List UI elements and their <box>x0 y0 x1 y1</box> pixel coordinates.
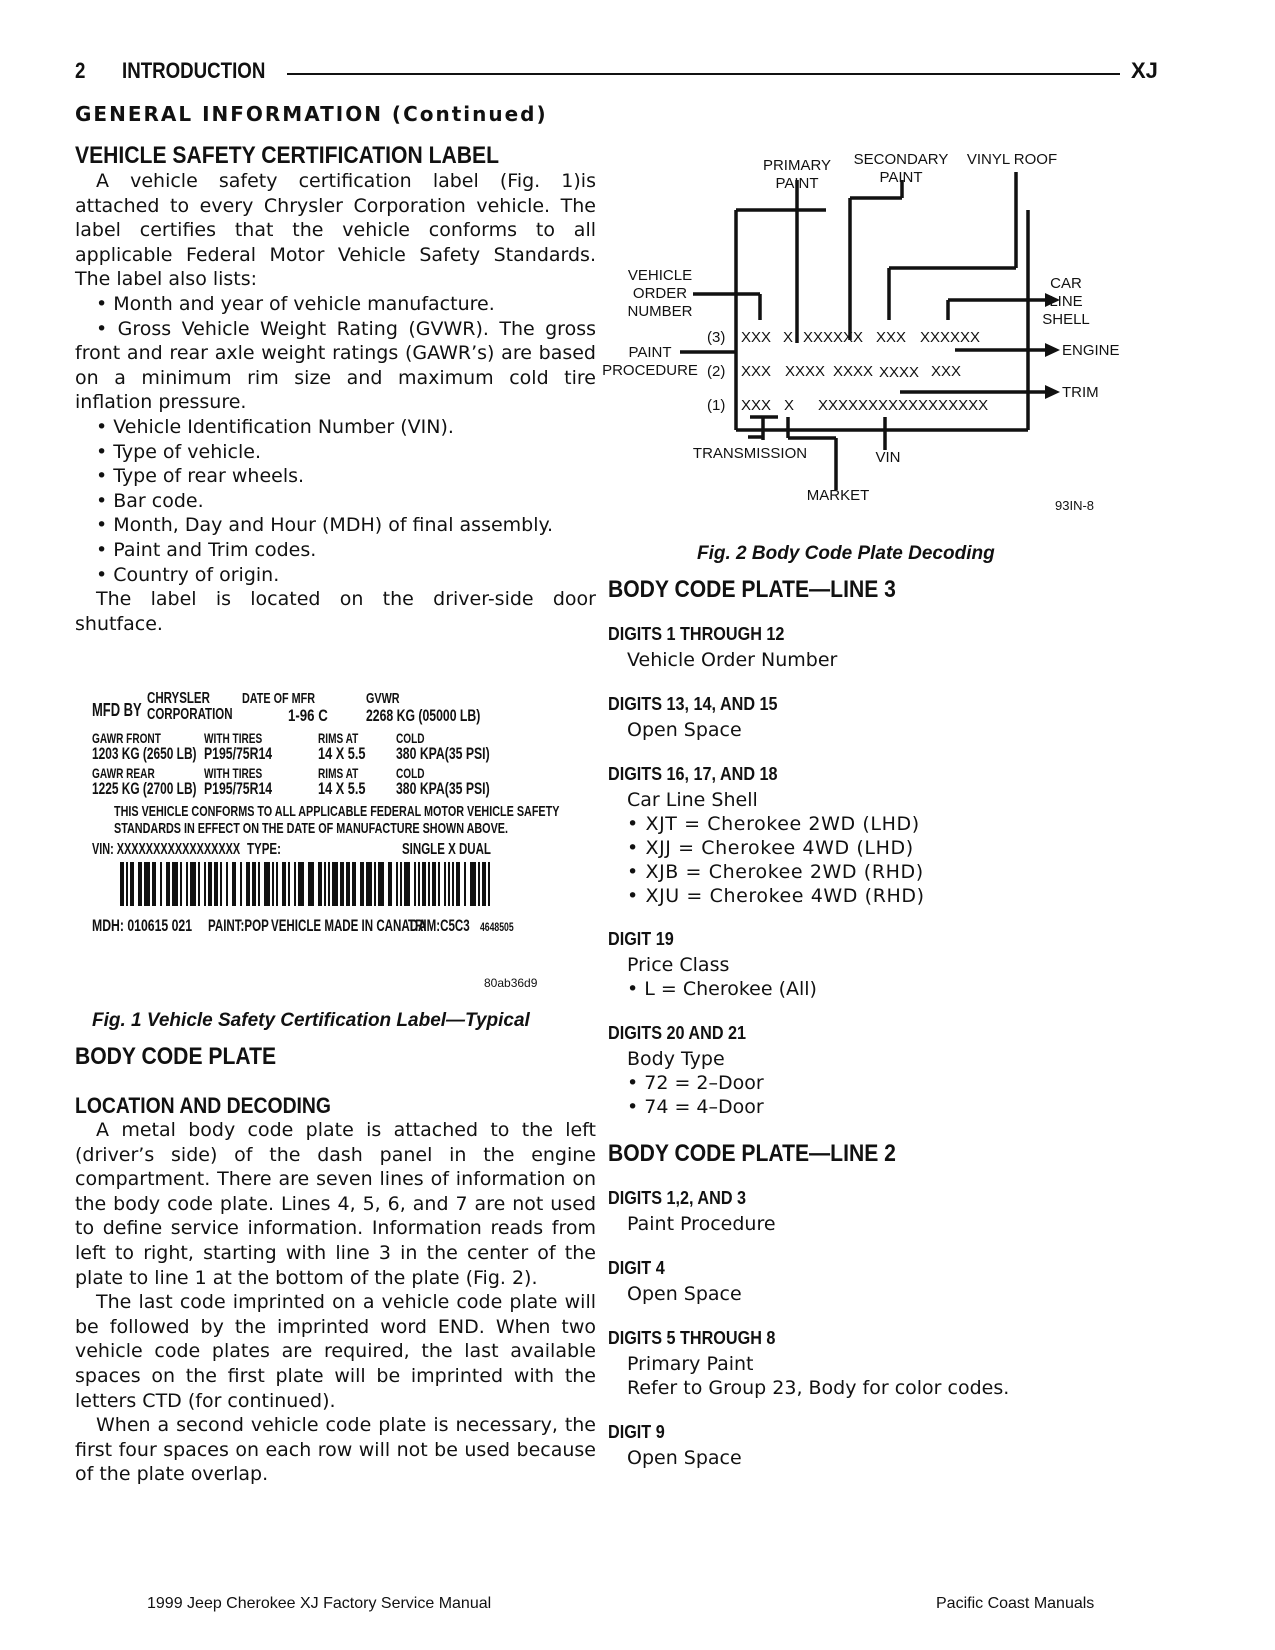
header-rule <box>287 73 1120 75</box>
conformance-line1: THIS VEHICLE CONFORMS TO ALL APPLICABLE FEDERAL MOTOR VEHICLE SAFETY <box>114 803 560 820</box>
safety-label-heading: VEHICLE SAFETY CERTIFICATION LABEL <box>75 142 499 169</box>
row2-code: XXXX <box>833 363 874 380</box>
rims-label: RIMS AT <box>318 730 359 746</box>
row2-code: XXXX <box>785 363 826 380</box>
type-label: TYPE: <box>247 841 281 858</box>
vehicle-order-label: VEHICLE <box>627 267 693 284</box>
barcode-bar <box>252 862 256 906</box>
barcode-bar <box>470 862 476 906</box>
digits-description: Vehicle Order Number <box>627 649 838 671</box>
barcode-bar <box>308 862 314 906</box>
barcode-bar <box>198 862 200 906</box>
market-label: MARKET <box>806 487 870 504</box>
tire-value: P195/75R14 <box>204 779 273 798</box>
part-number: 4648505 <box>480 920 514 934</box>
fig2-caption: Fig. 2 Body Code Plate Decoding <box>697 543 995 564</box>
digits-heading: DIGITS 20 AND 21 <box>608 1023 747 1043</box>
section-title: INTRODUCTION <box>122 58 266 83</box>
barcode-bar <box>264 862 270 906</box>
date-value: 1-96 C <box>288 706 328 725</box>
engine-arrow <box>1045 343 1060 357</box>
barcode-bar <box>352 862 356 906</box>
barcode-bar <box>418 862 420 906</box>
barcode-bar <box>448 862 450 906</box>
barcode-bar <box>130 862 134 906</box>
barcode-bar <box>288 862 290 906</box>
digits-description: Primary Paint <box>627 1353 754 1375</box>
barcode-bar <box>324 862 326 906</box>
barcode-bar <box>360 862 364 906</box>
row1-code: X <box>784 397 795 414</box>
list-item: • Vehicle Identification Number (VIN). <box>96 415 454 438</box>
barcode-bar <box>456 862 460 906</box>
primary-paint-label: PRIMARY <box>762 157 832 174</box>
list-item: • XJT = Cherokee 2WD (LHD) <box>627 813 920 835</box>
row3-code: XXXXXX <box>920 329 981 346</box>
barcode-bar <box>214 862 218 906</box>
list-item: • L = Cherokee (All) <box>627 978 817 1000</box>
list-item: • Gross Vehicle Weight Rating (GVWR). The gross front and rear axle weight ratings (GAWR’s) are based on a minimum rim size and maximum cold tire inflation pressure. <box>75 317 596 414</box>
trim-label: TRIM <box>1062 384 1099 401</box>
digits-heading: DIGITS 16, 17, AND 18 <box>608 764 778 784</box>
list-item: • XJJ = Cherokee 4WD (LHD) <box>627 837 914 859</box>
digits-description: Open Space <box>627 719 742 741</box>
tires-label: WITH TIRES <box>204 765 263 781</box>
barcode-bar <box>396 862 398 906</box>
paint-code: PAINT:POP <box>208 916 269 935</box>
row3-code: XXXXXX <box>803 329 864 346</box>
barcode-bar <box>478 862 480 906</box>
list-item: • Paint and Trim codes. <box>96 538 317 561</box>
footer-left: 1999 Jeep Cherokee XJ Factory Service Manual <box>147 1595 492 1612</box>
country-of-origin: VEHICLE MADE IN CANADA <box>271 916 427 935</box>
cold-label: COLD <box>396 765 425 781</box>
row3-number: (3) <box>707 329 726 346</box>
barcode-bar <box>240 862 242 906</box>
row2-code: XXX <box>741 363 772 380</box>
gawr-front-value: 1203 KG (2650 LB) <box>92 744 197 763</box>
row3-code: XXX <box>876 329 907 346</box>
digits-description: Paint Procedure <box>627 1213 776 1235</box>
row2-number: (2) <box>707 363 726 380</box>
rim-value: 14 X 5.5 <box>318 744 366 763</box>
digits-heading: DIGIT 4 <box>608 1258 665 1278</box>
tire-value: P195/75R14 <box>204 744 273 763</box>
row1-code: XXX <box>741 397 772 414</box>
transmission-label: TRANSMISSION <box>692 445 808 462</box>
gawr-rear-value: 1225 KG (2700 LB) <box>92 779 197 798</box>
barcode <box>120 862 492 906</box>
paragraph: A metal body code plate is attached to the left (driver’s side) of the dash panel in the engine compartment. There are seven lines of information on the body code plate. Lines 4, 5, 6, and 7 are not used to define service information. Information reads from left to right, starting with line 3 in the center of the plate to line 1 at the bottom of the plate (Fig. 2). <box>75 1119 596 1289</box>
safety-intro: A vehicle safety certification label (Fig. 1)is attached to every Chrysler Corporation vehicle. The label certifies that the vehicle conforms to all applicable Federal Motor Vehicle Safety Standards. The label also lists: <box>75 170 596 291</box>
barcode-bar <box>414 862 416 906</box>
barcode-bar <box>464 862 466 906</box>
mfd-by-label: MFD BY <box>92 700 142 720</box>
barcode-bar <box>294 862 296 906</box>
digits-description: Open Space <box>627 1283 742 1305</box>
barcode-bar <box>482 862 486 906</box>
barcode-bar <box>444 862 446 906</box>
conformance-line2: STANDARDS IN EFFECT ON THE DATE OF MANUFACTURE SHOWN ABOVE. <box>114 820 508 837</box>
barcode-bar <box>452 862 454 906</box>
certification-label-figure <box>92 688 560 990</box>
gvwr-value: 2268 KG (05000 LB) <box>366 706 481 725</box>
barcode-bar <box>138 862 142 906</box>
row1-code: XXXXXXXXXXXXXXXXX <box>818 397 989 414</box>
list-item: • Country of origin. <box>96 563 280 586</box>
barcode-bar <box>374 862 376 906</box>
paint-procedure-label: PAINT <box>628 344 672 361</box>
safety-location: The label is located on the driver-side door shutface. <box>75 588 596 635</box>
page-subheader: GENERAL INFORMATION (Continued) <box>75 102 548 126</box>
barcode-bar <box>318 862 322 906</box>
gawr-rear-label: GAWR REAR <box>92 765 155 781</box>
type-options: SINGLE X DUAL <box>402 841 491 858</box>
digits-description: Refer to Group 23, Body for color codes. <box>627 1377 1010 1399</box>
barcode-bar <box>404 862 410 906</box>
barcode-bar <box>282 862 286 906</box>
barcode-bar <box>186 862 188 906</box>
barcode-bar <box>180 862 182 906</box>
car-line-label: LINE <box>1049 293 1083 310</box>
barcode-bar <box>340 862 344 906</box>
barcode-bar <box>172 862 178 906</box>
digits-description: Car Line Shell <box>627 789 758 811</box>
car-line-label: CAR <box>1050 275 1082 292</box>
barcode-bar <box>160 862 162 906</box>
list-item: • 72 = 2–Door <box>627 1072 764 1094</box>
tires-label: WITH TIRES <box>204 730 263 746</box>
date-label: DATE OF MFR <box>242 690 315 707</box>
digits-heading: DIGITS 1,2, AND 3 <box>608 1188 747 1208</box>
digits-heading: DIGITS 5 THROUGH 8 <box>608 1328 776 1348</box>
body-code-plate-heading: BODY CODE PLATE <box>75 1043 277 1070</box>
barcode-bar <box>298 862 304 906</box>
barcode-bar <box>126 862 128 906</box>
manufacturer-line1: CHRYSLER <box>147 690 210 707</box>
barcode-bar <box>438 862 440 906</box>
barcode-bar <box>258 862 260 906</box>
paragraph: The last code imprinted on a vehicle code plate will be followed by the imprinted word END. When two vehicle code plates are required, the last available spaces on the first plate will be imprinted with the letters CTD (for continued). <box>75 1291 596 1412</box>
row2-code: XXXX <box>879 364 920 381</box>
figure-code: 93IN-8 <box>1055 498 1095 513</box>
barcode-bar <box>272 862 274 906</box>
model-code: XJ <box>1131 58 1158 83</box>
list-item: • Bar code. <box>96 489 204 512</box>
primary-paint-label: PAINT <box>775 175 819 192</box>
digits-description: Body Type <box>627 1048 725 1070</box>
barcode-bar <box>428 862 430 906</box>
paragraph: When a second vehicle code plate is necessary, the first four spaces on each row will not be used because of the plate overlap. <box>75 1414 596 1486</box>
vehicle-order-label: NUMBER <box>627 303 693 320</box>
line2-heading: BODY CODE PLATE—LINE 2 <box>608 1140 896 1167</box>
row3-code: X <box>783 329 794 346</box>
fig1-caption: Fig. 1 Vehicle Safety Certification Label—Typical <box>92 1010 530 1031</box>
digits-heading: DIGIT 19 <box>608 929 674 949</box>
barcode-bar <box>388 862 392 906</box>
rim-value: 14 X 5.5 <box>318 779 366 798</box>
barcode-bar <box>204 862 206 906</box>
car-line-label: SHELL <box>1042 311 1090 328</box>
barcode-bar <box>422 862 426 906</box>
body-code-plate-diagram <box>600 140 1160 530</box>
manufacturer-line2: CORPORATION <box>147 706 233 723</box>
paint-procedure-label: PROCEDURE <box>602 362 698 379</box>
barcode-bar <box>328 862 330 906</box>
gvwr-label: GVWR <box>366 690 400 707</box>
vehicle-order-label: ORDER <box>632 285 688 302</box>
engine-label: ENGINE <box>1062 342 1120 359</box>
list-item: • XJU = Cherokee 4WD (RHD) <box>627 885 925 907</box>
barcode-bar <box>400 862 402 906</box>
barcode-bar <box>332 862 338 906</box>
list-item: • Type of rear wheels. <box>96 465 305 488</box>
trim-arrow <box>1045 385 1060 399</box>
vin-label: VIN <box>875 449 901 466</box>
barcode-bar <box>246 862 250 906</box>
row3-code: XXX <box>741 329 772 346</box>
page-number: 2 <box>75 58 86 83</box>
barcode-bar <box>208 862 212 906</box>
barcode-bar <box>276 862 278 906</box>
digits-description: Price Class <box>627 954 730 976</box>
cold-value: 380 KPA(35 PSI) <box>396 779 490 798</box>
digits-heading: DIGITS 1 THROUGH 12 <box>608 624 785 644</box>
footer-right: Pacific Coast Manuals <box>936 1595 1095 1612</box>
digits-heading: DIGIT 9 <box>608 1422 665 1442</box>
barcode-bar <box>190 862 196 906</box>
figure-code: 80ab36d9 <box>484 976 538 990</box>
line3-heading: BODY CODE PLATE—LINE 3 <box>608 576 896 603</box>
vin-line: VIN: XXXXXXXXXXXXXXXXX <box>92 841 241 858</box>
digits-heading: DIGITS 13, 14, AND 15 <box>608 694 778 714</box>
trim-code: TRIM:C5C3 <box>408 916 470 935</box>
barcode-bar <box>166 862 170 906</box>
cold-value: 380 KPA(35 PSI) <box>396 744 490 763</box>
barcode-bar <box>488 862 490 906</box>
list-item: • Type of vehicle. <box>96 440 261 463</box>
secondary-paint-label: SECONDARY <box>853 151 949 168</box>
list-item: • 74 = 4–Door <box>627 1096 764 1118</box>
barcode-bar <box>220 862 222 906</box>
barcode-bar <box>144 862 150 906</box>
vinyl-roof-label: VINYL ROOF <box>966 151 1058 168</box>
row1-number: (1) <box>707 397 726 414</box>
list-item: • Month and year of vehicle manufacture. <box>96 292 495 315</box>
rims-label: RIMS AT <box>318 765 359 781</box>
barcode-bar <box>432 862 436 906</box>
location-text <box>75 1118 596 1487</box>
barcode-bar <box>120 862 124 906</box>
secondary-paint-label: PAINT <box>879 169 923 186</box>
barcode-bar <box>366 862 372 906</box>
location-heading: LOCATION AND DECODING <box>75 1093 331 1118</box>
cold-label: COLD <box>396 730 425 746</box>
barcode-bar <box>152 862 156 906</box>
barcode-bar <box>378 862 384 906</box>
gawr-front-label: GAWR FRONT <box>92 730 161 746</box>
safety-label-text <box>75 169 596 636</box>
barcode-bar <box>226 862 228 906</box>
row2-code: XXX <box>931 363 962 380</box>
mdh-line: MDH: 010615 021 <box>92 916 193 935</box>
list-item: • XJB = Cherokee 2WD (RHD) <box>627 861 924 883</box>
digits-description: Open Space <box>627 1447 742 1469</box>
barcode-bar <box>346 862 350 906</box>
list-item: • Month, Day and Hour (MDH) of final assembly. <box>96 514 554 537</box>
barcode-bar <box>232 862 236 906</box>
